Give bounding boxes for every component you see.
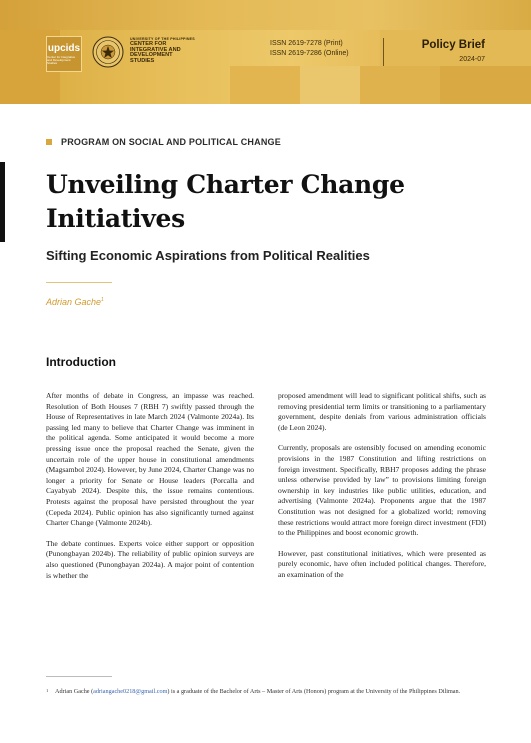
program-label bbox=[46, 137, 281, 147]
title-line: Unveiling Charter Change bbox=[46, 170, 405, 199]
footnote-rule bbox=[46, 676, 112, 677]
title-side-marker bbox=[0, 162, 5, 242]
center-name-line: INTEGRATIVE AND bbox=[130, 46, 181, 53]
header-band bbox=[0, 0, 531, 104]
header-top-strip bbox=[0, 0, 531, 30]
decorative-tile bbox=[300, 66, 360, 104]
footnote-text bbox=[46, 688, 486, 696]
decorative-tile bbox=[440, 66, 531, 104]
square-bullet-icon bbox=[46, 139, 52, 145]
footnote-mark[interactable]: 1 bbox=[101, 297, 104, 303]
title-line: Initiatives bbox=[46, 204, 185, 233]
issn-print: ISSN 2619-7278 (Print) bbox=[270, 40, 343, 47]
policy-brief-label: Policy Brief bbox=[421, 39, 485, 51]
section-heading: Introduction bbox=[46, 355, 116, 369]
up-seal-icon bbox=[92, 36, 124, 68]
paragraph: After months of debate in Congress, an impasse was reached. Resolution of Both Houses 7 (RBH 7) swiftly passed through the House of Representatives in late March 2024 (Valmonte 2024a). Its passing led many to believe that Charter Change was imminent in the political agenda. Some anticipated it would become a more pressing issue once the proposal reached the Senate, given the uncertain role of the upper house in constitutional amendments (Magsambol 2024). However, by June 2024, Charter Change was no longer a priority for Senate or House leaders (Porcalla and Cayabyab 2024). Despite this, the issue remains contentious. Protests against the proposal have persisted throughout the year (Cepeda 2024). Public opinion has also significantly turned against Charter Change (Valmonte 2024b). bbox=[46, 391, 254, 528]
paragraph: Currently, proposals are ostensibly focused on amending economic provisions in the 1987 Constitution and lifting restrictions on foreign investment. Specifically, RBH7 proposes adding the phrase unless otherwise provided by law” to provisions limiting foreign ownership in key industries like public utilities, education, and advertising (Valmonte 2024a). Proponents argue that the 1987 Constitution was not designed for a globalized world; removing these restrictions would attract more foreign direct investment (FDI) to the Philippines and boost economic growth. bbox=[278, 443, 486, 538]
issn-online: ISSN 2619-7286 (Online) bbox=[270, 50, 349, 57]
footnote bbox=[46, 688, 486, 696]
program-text: PROGRAM ON SOCIAL AND POLITICAL CHANGE bbox=[61, 137, 281, 147]
decorative-tile bbox=[230, 66, 300, 104]
center-name bbox=[130, 38, 220, 65]
center-name-line: STUDIES bbox=[130, 58, 155, 65]
decorative-tile bbox=[360, 66, 440, 104]
page-subtitle: Sifting Economic Aspirations from Political Realities bbox=[46, 248, 370, 263]
footnote-text-before: Adrian Gache ( bbox=[55, 688, 94, 695]
body-column-left bbox=[46, 391, 254, 591]
title-rule bbox=[46, 282, 112, 283]
paragraph: The debate continues. Experts voice either support or opposition (Punongbayan 2024b). The reliability of public opinion surveys are also questioned (Punongbayan 2024a). A major point of contention is whether the bbox=[46, 538, 254, 580]
issn-block bbox=[270, 39, 349, 59]
upcids-logo bbox=[46, 36, 82, 72]
policy-brief-number: 2024-07 bbox=[459, 56, 485, 63]
author-line bbox=[46, 297, 104, 307]
paragraph: proposed amendment will lead to significant political shifts, such as removing presidential term limits or transitioning to a parliamentary government, despite denials from various administration officials (de Leon 2024). bbox=[278, 391, 486, 432]
body-column-right bbox=[278, 391, 486, 591]
center-name-line: DEVELOPMENT bbox=[130, 52, 173, 59]
paragraph: However, past constitutional initiatives, which were presented as purely economic, have often included political changes. Therefore, an examination of the bbox=[278, 548, 486, 579]
header-divider bbox=[383, 38, 384, 66]
author-name: Adrian Gache bbox=[46, 297, 102, 307]
page-title bbox=[46, 168, 486, 236]
center-name-line: CENTER FOR bbox=[130, 40, 167, 47]
footnote-text-after: ) is a graduate of the Bachelor of Arts – Master of Arts (Honors) program at the University of the Philippines Diliman. bbox=[167, 688, 461, 695]
logo-text: upcids bbox=[47, 42, 81, 54]
author-email-link[interactable]: adriangache0218@gmail.com bbox=[93, 688, 168, 695]
logo-subtext: Center for Integrative and Development Studies bbox=[47, 54, 76, 65]
footnote-number: 1 bbox=[46, 688, 49, 693]
university-name: UNIVERSITY OF THE PHILIPPINES bbox=[130, 37, 195, 41]
